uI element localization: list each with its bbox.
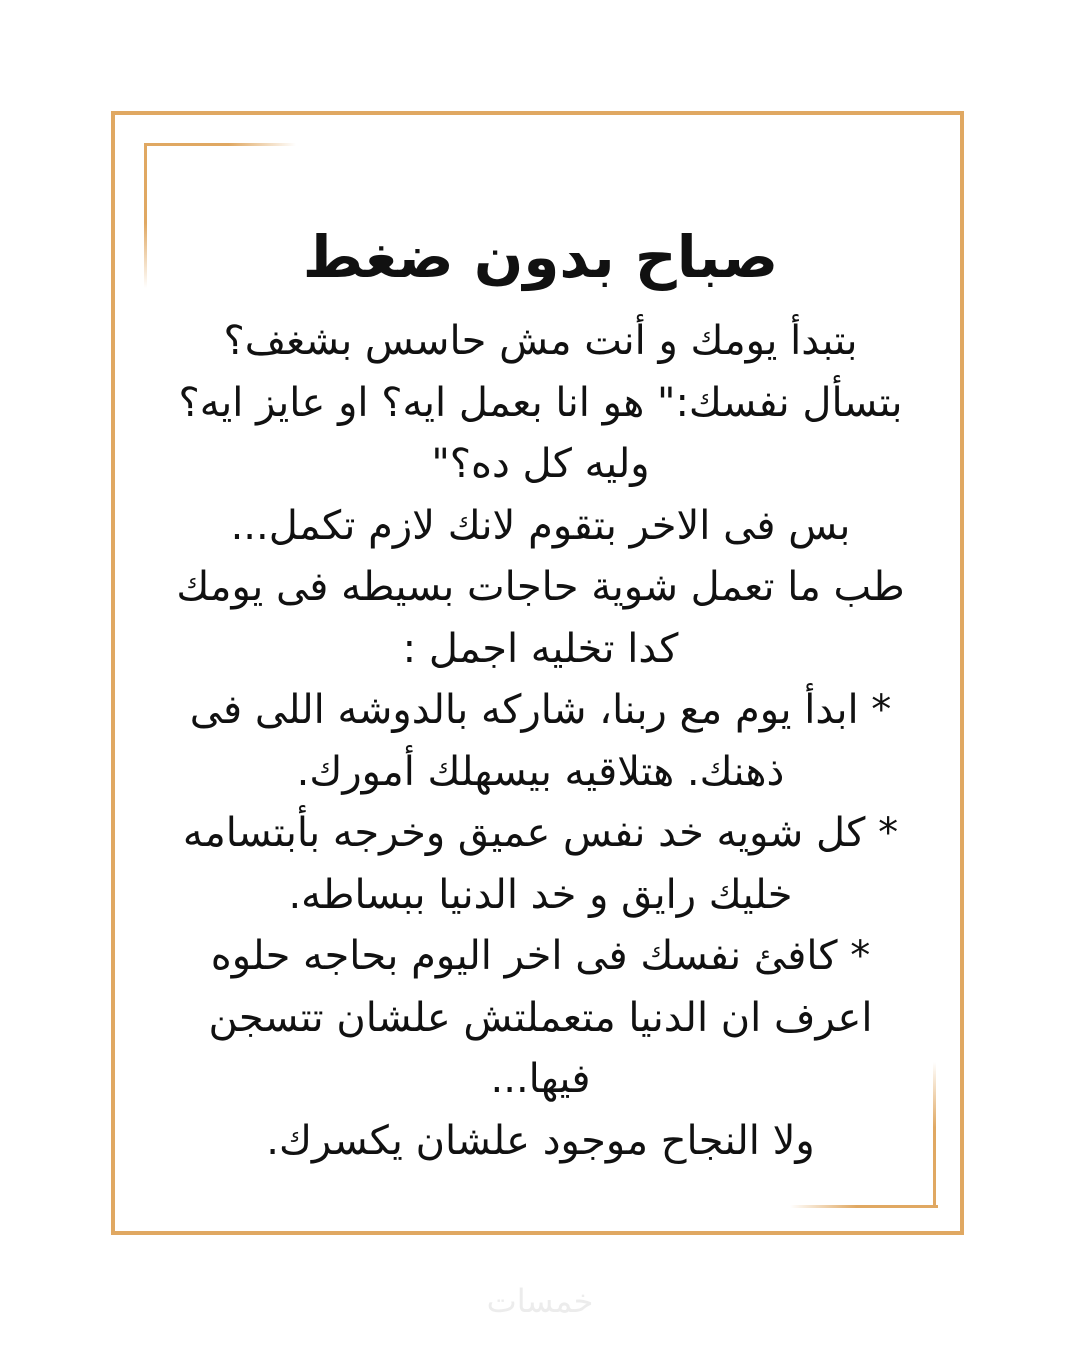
body-line: بتبدأ يومك و أنت مش حاسس بشغف؟ [223,318,858,364]
corner-accent-top-left-horizontal [146,143,296,146]
body-line: بتسأل نفسك:" هو انا بعمل ايه؟ او عايز ايه؟ [178,379,903,426]
body-line: ولا النجاح موجود علشان يكسرك. [266,1117,815,1164]
body-line: فيها... [490,1056,591,1102]
post-body [118,311,963,1172]
body-line: * كافئ نفسك فى اخر اليوم بحاجه حلوه [210,933,871,979]
body-line: ذهنك. هتلاقيه بيسهلك أمورك. [296,748,785,795]
body-line: كدا تخليه اجمل : [402,625,679,672]
post-content [118,215,963,1172]
body-line: طب ما تعمل شوية حاجات بسيطه فى يومك [176,564,905,610]
body-line: * كل شويه خد نفس عميق وخرجه بأبتسامه [182,810,899,856]
body-line: خليك رايق و خد الدنيا ببساطه. [288,871,793,918]
body-line: وليه كل ده؟" [431,441,650,487]
body-line: * ابدأ يوم مع ربنا، شاركه بالدوشه اللى فى [189,687,892,733]
post-title: صباح بدون ضغط [302,223,779,291]
corner-accent-bottom-right-horizontal [790,1205,938,1208]
body-line: اعرف ان الدنيا متعملتش علشان تتسجن [208,994,873,1041]
khamsat-watermark: خمسات [486,1282,594,1320]
body-line: بس فى الاخر بتقوم لانك لازم تكمل... [230,502,851,549]
